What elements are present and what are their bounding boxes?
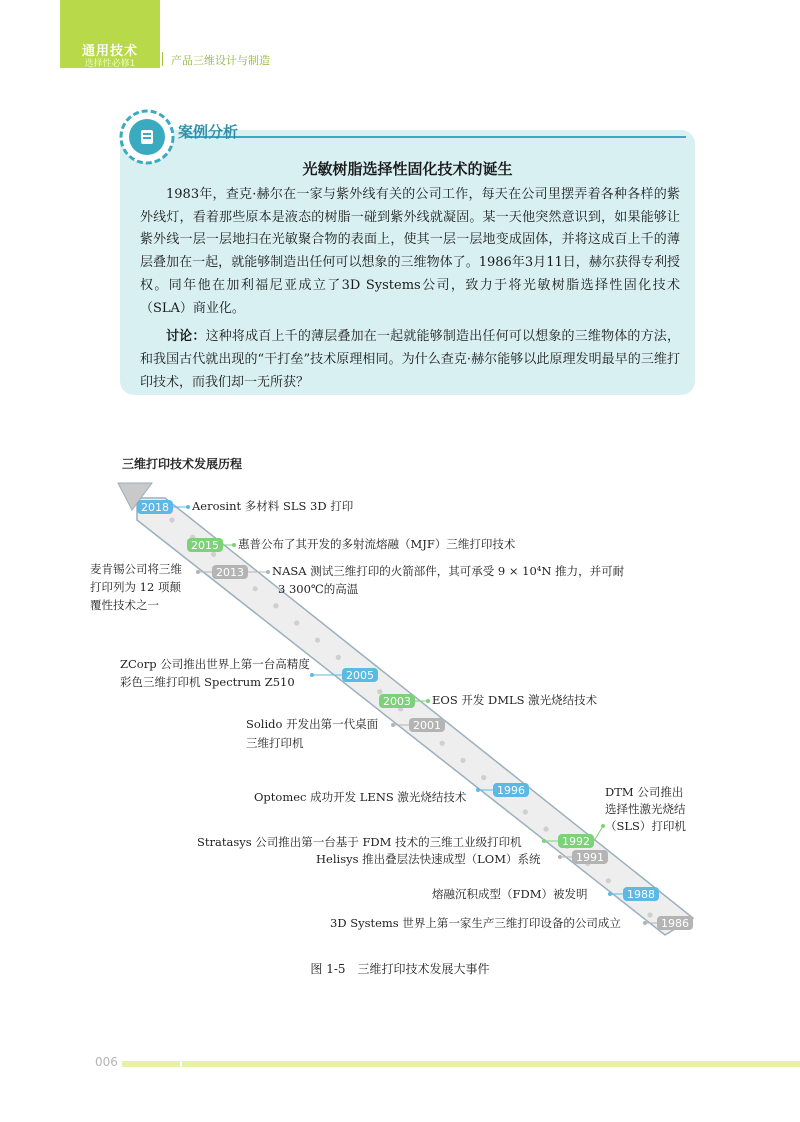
- svg-text:1992: 1992: [562, 835, 590, 848]
- timeline-dot: [169, 517, 174, 522]
- event-1986: 3D Systems 世界上第一家生产三维打印设备的公司成立: [330, 916, 621, 930]
- timeline-dot: [336, 655, 341, 660]
- timeline-dot: [294, 620, 299, 625]
- svg-text:2018: 2018: [141, 501, 169, 514]
- event-2013-right-1: NASA 测试三维打印的火箭部件，其可承受 9 × 10⁴N 推力，并可耐: [272, 564, 625, 578]
- svg-text:2005: 2005: [346, 669, 374, 682]
- timeline-heading: 三维打印技术发展历程: [122, 457, 243, 471]
- timeline-dot: [273, 603, 278, 608]
- timeline-dot: [315, 638, 320, 643]
- series-title: 通用技术: [81, 44, 138, 59]
- event-2013-right-2: 3 300℃的高温: [278, 582, 359, 596]
- svg-text:2001: 2001: [413, 719, 441, 732]
- event-2015: 惠普公布了其开发的多射流熔融（MJF）三维打印技术: [238, 537, 516, 551]
- timeline-dot: [253, 586, 258, 591]
- discussion-label: 讨论：: [166, 329, 206, 345]
- event-2001-2: 三维打印机: [246, 736, 304, 750]
- timeline-dot: [440, 741, 445, 746]
- case-study-title: 光敏树脂选择性固化技术的诞生: [302, 160, 513, 178]
- footer-bar-long: [182, 1061, 800, 1067]
- event-2003: EOS 开发 DMLS 激光烧结技术: [432, 693, 598, 707]
- svg-text:1986: 1986: [661, 917, 689, 930]
- year-2005: [310, 668, 378, 682]
- timeline-dot: [606, 878, 611, 883]
- event-1992-right-1: DTM 公司推出: [605, 785, 684, 799]
- event-2005-2: 彩色三维打印机 Spectrum Z510: [120, 675, 295, 689]
- timeline-dot: [377, 689, 382, 694]
- timeline-dot: [460, 758, 465, 763]
- event-1991: Helisys 推出叠层法快速成型（LOM）系统: [316, 852, 541, 866]
- event-1992-right-2: 选择性激光烧结: [605, 802, 686, 816]
- page-number: 006: [95, 1055, 118, 1069]
- footer-bar-short: [122, 1061, 180, 1067]
- event-2001-1: Solido 开发出第一代桌面: [246, 717, 379, 731]
- book-title: 产品三维设计与制造: [171, 54, 270, 67]
- event-1996: Optomec 成功开发 LENS 激光烧结技术: [254, 790, 467, 804]
- case-study-tag: 案例分析: [178, 123, 239, 141]
- svg-text:1991: 1991: [576, 851, 604, 864]
- event-1988: 熔融沉积成型（FDM）被发明: [432, 887, 588, 901]
- timeline-dot: [211, 552, 216, 557]
- series-subtitle: 选择性必修1: [84, 59, 136, 69]
- svg-text:1988: 1988: [627, 888, 655, 901]
- timeline-dot: [647, 912, 652, 917]
- timeline-dot: [481, 775, 486, 780]
- discussion-text: 这种将成百上千的薄层叠加在一起就能够制造出任何可以想象的三维物体的方法，和我国古代就出现的“干打垒”技术原理相同。为什么查克·赫尔能够以此原理发明最早的三维打印技术，而我们却一无所获？: [140, 329, 680, 390]
- event-1992-left: Stratasys 公司推出第一台基于 FDM 技术的三维工业级打印机: [197, 835, 522, 849]
- event-2013-left-1: 麦肯锡公司将三维: [90, 562, 182, 576]
- timeline-dot: [544, 827, 549, 832]
- svg-text:2013: 2013: [216, 566, 244, 579]
- case-paragraph: 1983年，查克·赫尔在一家与紫外线有关的公司工作，每天在公司里摆弄着各种各样的紫外线灯，看着那些原本是液态的树脂一碰到紫外线就凝固。某一天他突然意识到，如果能够让紫外线一层一层地扫在光敏聚合物的表面上，使其一层一层地变成固体，并将这成百上千的薄层叠加在一起，就能够制造出任何可以想象的三维物体了。1986年3月11日，赫尔获得专利授权。同年他在加利福尼亚成立了3D Systems公司，致力于将光敏树脂选择性固化技术（SLA）商业化。: [140, 187, 680, 316]
- timeline-dot: [523, 809, 528, 814]
- svg-text:1996: 1996: [497, 784, 525, 797]
- event-2013-left-2: 打印列为 12 项颠: [90, 580, 181, 594]
- figure-caption: 图 1-5 三维打印技术发展大事件: [310, 962, 490, 976]
- svg-text:2015: 2015: [191, 539, 219, 552]
- event-2018: Aerosint 多材料 SLS 3D 打印: [192, 499, 354, 513]
- event-2013-left-3: 覆性技术之一: [90, 598, 159, 612]
- svg-text:2003: 2003: [383, 695, 411, 708]
- event-1992-right-3: （SLS）打印机: [605, 819, 686, 833]
- event-2005-1: ZCorp 公司推出世界上第一台高精度: [120, 657, 310, 671]
